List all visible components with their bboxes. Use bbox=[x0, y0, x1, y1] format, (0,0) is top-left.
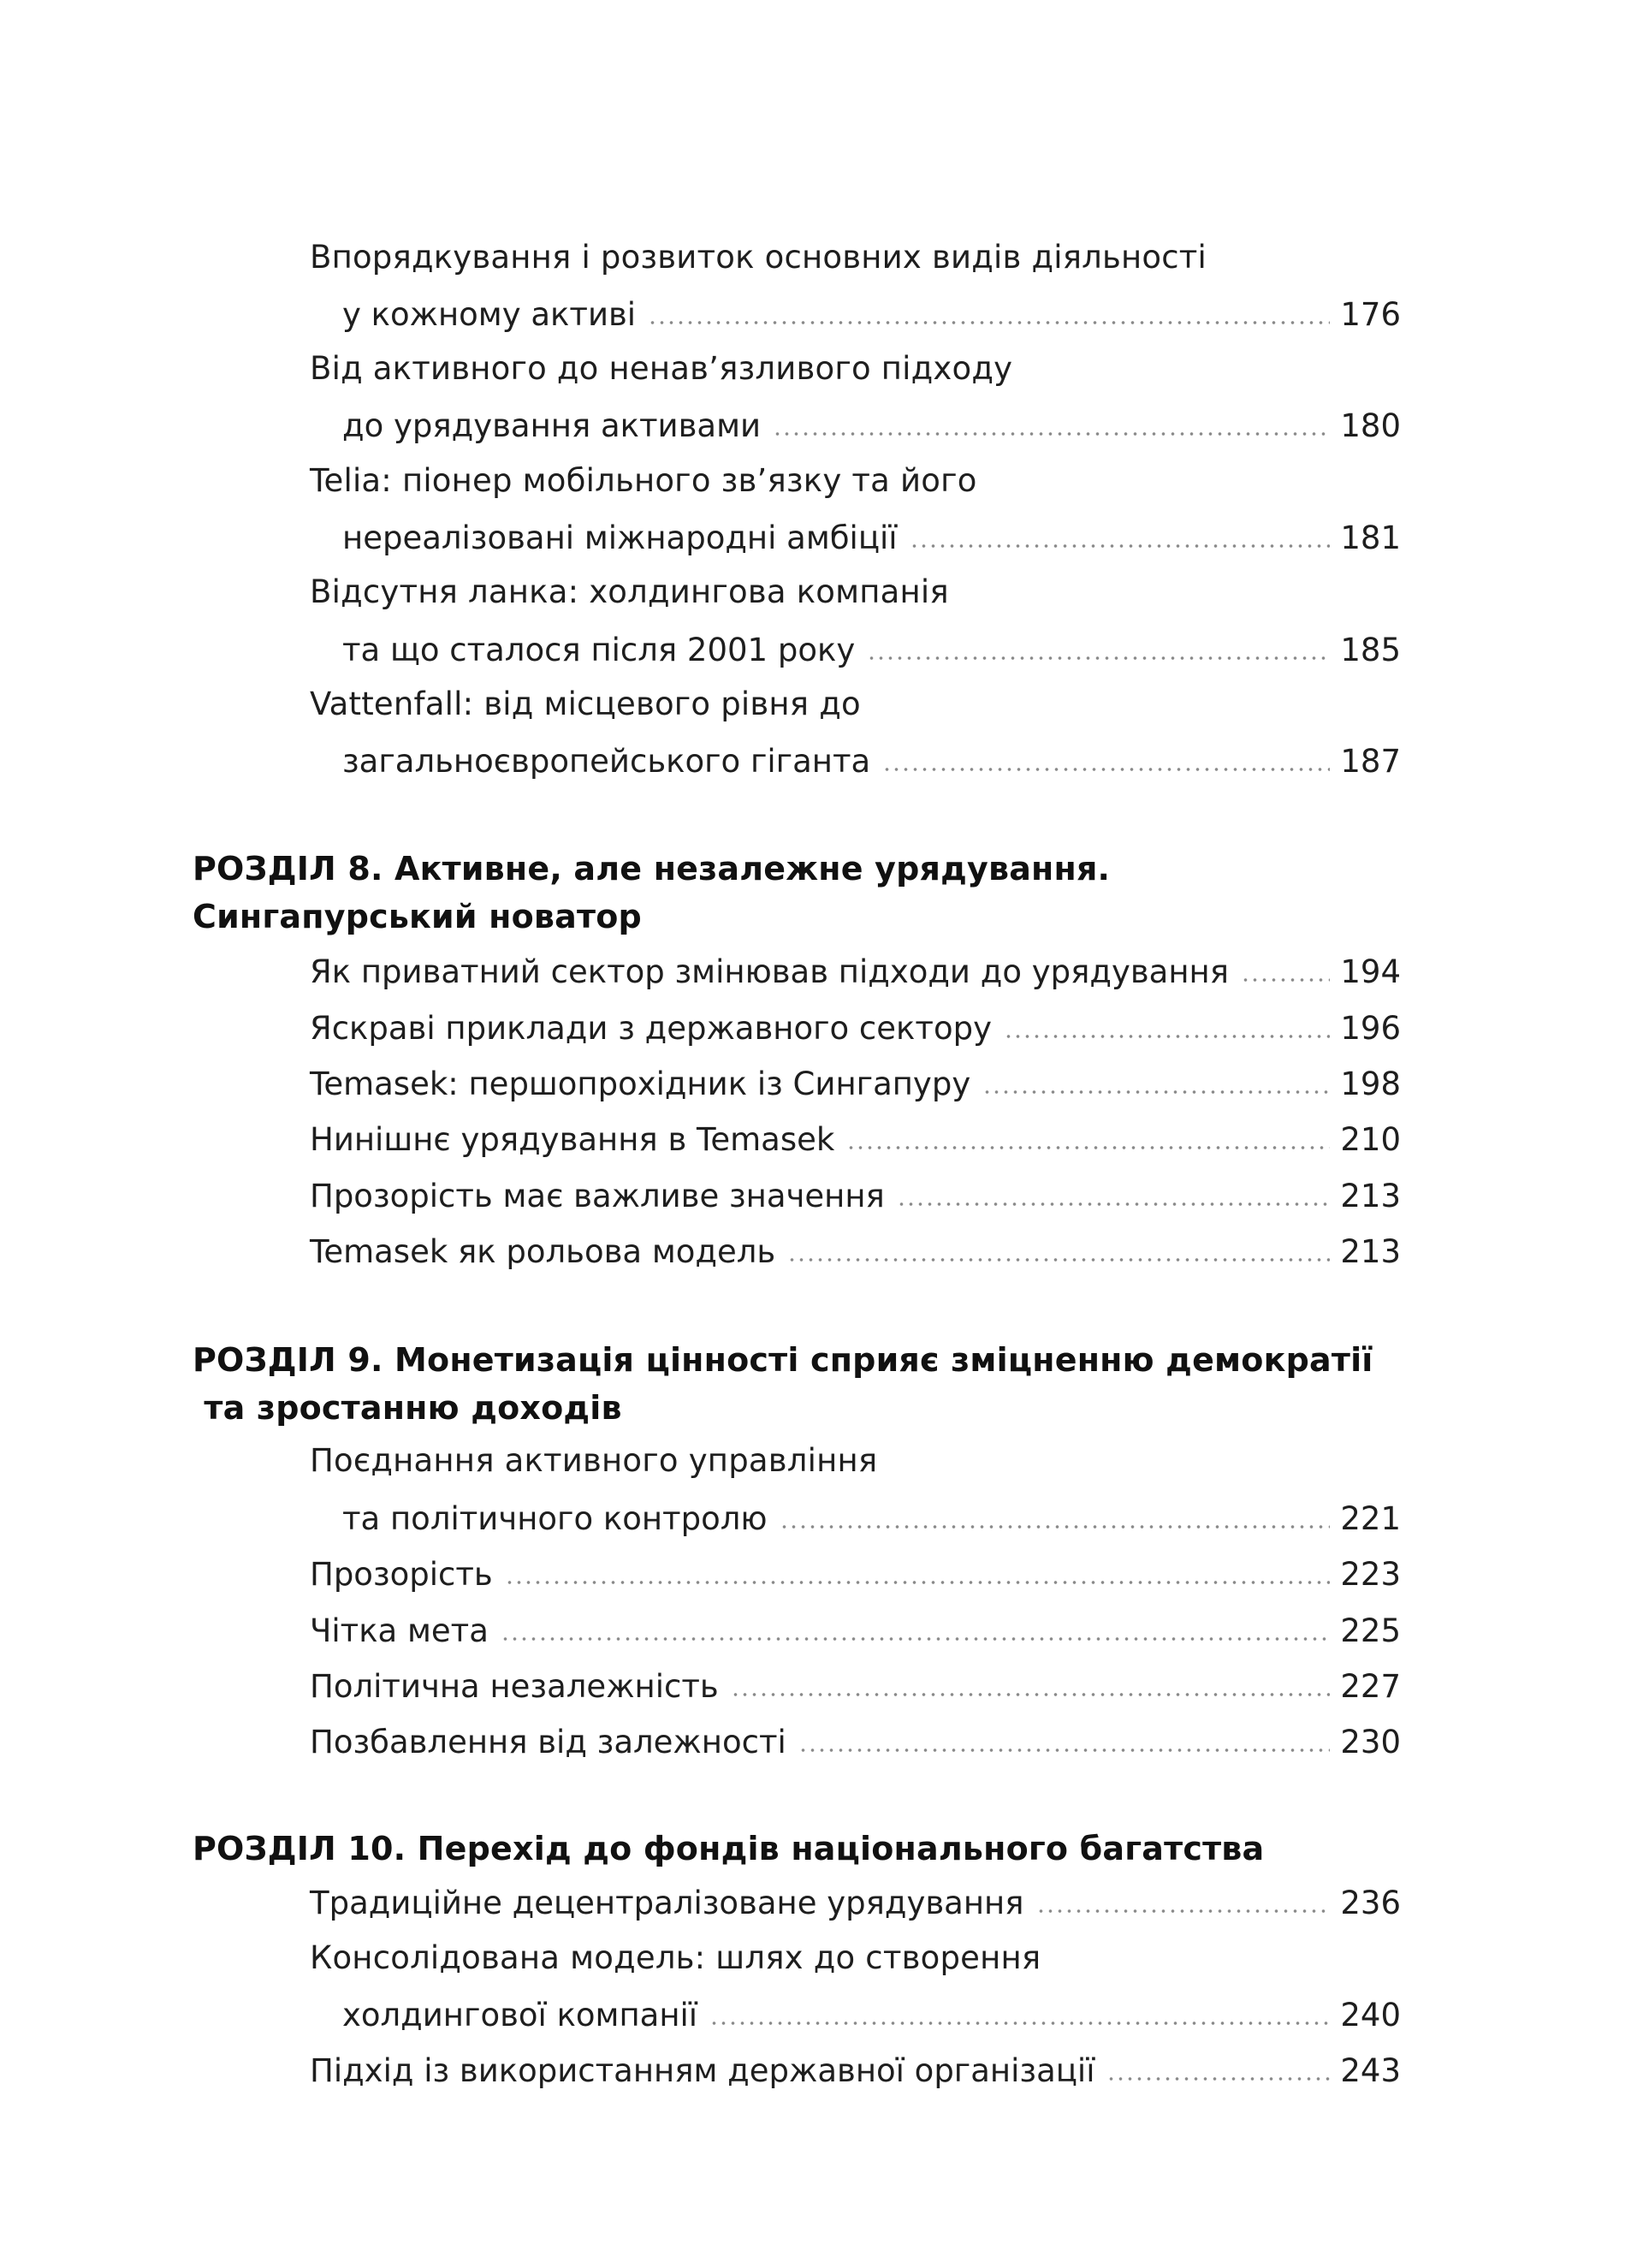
dot-leader bbox=[798, 1748, 1331, 1753]
toc-entry-title: Поєднання активного управління bbox=[310, 1442, 878, 1479]
chapter-heading[interactable]: РОЗДІЛ 9. Монетизація цінності сприяє зміцненню демократії bbox=[193, 1341, 1373, 1379]
page-number: 194 bbox=[1340, 953, 1401, 990]
page-number: 181 bbox=[1340, 520, 1401, 556]
toc-entry-title: Консолідована модель: шлях до створення bbox=[310, 1939, 1041, 1976]
toc-entry[interactable] bbox=[310, 1006, 1401, 1049]
toc-entry[interactable] bbox=[310, 1553, 1401, 1595]
toc-entry[interactable] bbox=[310, 1062, 1401, 1105]
toc-entry-title: Позбавлення від залежності bbox=[310, 1724, 786, 1760]
page-number: 210 bbox=[1340, 1121, 1401, 1158]
chapter-heading[interactable]: та зростанню доходів bbox=[193, 1389, 622, 1427]
dot-leader bbox=[910, 543, 1331, 549]
toc-entry-title: Підхід із використанням державної організації bbox=[310, 2052, 1095, 2089]
dot-leader bbox=[982, 1089, 1330, 1095]
toc-entry-title: холдингової компанії bbox=[342, 1997, 698, 2033]
dot-leader bbox=[501, 1636, 1330, 1642]
dot-leader bbox=[1106, 2076, 1330, 2081]
toc-entry-title: Telia: піонер мобільного зв’язку та його bbox=[310, 462, 977, 499]
page-number: 227 bbox=[1340, 1668, 1401, 1705]
toc-entry-title: Яскраві приклади з державного сектору bbox=[310, 1010, 992, 1047]
toc-entry-title: Відсутня ланка: холдингова компанія bbox=[310, 573, 949, 610]
toc-entry-title: загальноєвропейського гіганта bbox=[342, 743, 871, 780]
toc-entry-title: Temasek: першопрохідник із Сингапуру bbox=[310, 1066, 971, 1102]
toc-entry-title: Прозорість має важливе значення bbox=[310, 1178, 885, 1214]
dot-leader bbox=[1004, 1034, 1330, 1039]
toc-entry[interactable] bbox=[310, 1665, 1401, 1707]
page-number: 236 bbox=[1340, 1885, 1401, 1921]
toc-entry[interactable] bbox=[310, 1720, 1401, 1763]
toc-entry-title: нереалізовані міжнародні амбіції bbox=[342, 520, 898, 556]
toc-entry-title: Temasek як рольова модель bbox=[310, 1233, 776, 1270]
toc-entry[interactable] bbox=[310, 1230, 1401, 1273]
dot-leader bbox=[787, 1257, 1330, 1262]
dot-leader bbox=[505, 1580, 1331, 1585]
toc-entry[interactable] bbox=[342, 404, 1401, 447]
chapter-heading[interactable]: РОЗДІЛ 10. Перехід до фондів національного багатства bbox=[193, 1830, 1265, 1867]
dot-leader bbox=[897, 1202, 1331, 1207]
dot-leader bbox=[867, 656, 1330, 661]
page-number: 213 bbox=[1340, 1233, 1401, 1270]
toc-entry-title: Від активного до ненав’язливого підходу bbox=[310, 350, 1013, 387]
toc-entry[interactable] bbox=[310, 1118, 1401, 1161]
dot-leader bbox=[648, 320, 1330, 325]
page-number: 230 bbox=[1340, 1724, 1401, 1760]
dot-leader bbox=[773, 431, 1330, 436]
toc-entry[interactable] bbox=[342, 1497, 1401, 1540]
page-number: 221 bbox=[1340, 1500, 1401, 1537]
toc-entry-title: та що сталося після 2001 року bbox=[342, 632, 856, 668]
page-number: 225 bbox=[1340, 1612, 1401, 1649]
dot-leader bbox=[882, 767, 1330, 772]
toc-entry-title: Традиційне децентралізоване урядування bbox=[310, 1885, 1024, 1921]
toc-entry-title: Політична незалежність bbox=[310, 1668, 719, 1705]
toc-entry-title: Прозорість bbox=[310, 1556, 493, 1593]
toc-entry[interactable] bbox=[310, 1174, 1401, 1217]
toc-entry[interactable] bbox=[342, 628, 1401, 671]
page-number: 213 bbox=[1340, 1178, 1401, 1214]
page-number: 243 bbox=[1340, 2052, 1401, 2089]
page-number: 176 bbox=[1340, 296, 1401, 333]
dot-leader bbox=[846, 1145, 1330, 1150]
page-number: 187 bbox=[1340, 743, 1401, 780]
page-number: 196 bbox=[1340, 1010, 1401, 1047]
page-number: 240 bbox=[1340, 1997, 1401, 2033]
toc-entry-title: Нинішнє урядування в Temasek bbox=[310, 1121, 835, 1158]
page-number: 198 bbox=[1340, 1066, 1401, 1102]
page-number: 223 bbox=[1340, 1556, 1401, 1593]
toc-entry-title: Як приватний сектор змінював підходи до урядування bbox=[310, 953, 1229, 990]
dot-leader bbox=[731, 1692, 1331, 1697]
toc-entry[interactable] bbox=[342, 516, 1401, 559]
toc-entry-title: Впорядкування і розвиток основних видів діяльності bbox=[310, 239, 1207, 276]
toc-entry[interactable] bbox=[310, 950, 1401, 993]
toc-entry[interactable] bbox=[342, 1993, 1401, 2036]
toc-entry-title: та політичного контролю bbox=[342, 1500, 768, 1537]
toc-entry-title: до урядування активами bbox=[342, 407, 762, 444]
dot-leader bbox=[1036, 1909, 1331, 1914]
toc-entry[interactable] bbox=[310, 2049, 1401, 2092]
toc-entry[interactable] bbox=[342, 739, 1401, 782]
toc-entry-title: Vattenfall: від місцевого рівня до bbox=[310, 686, 861, 722]
page-number: 180 bbox=[1340, 407, 1401, 444]
page-number: 185 bbox=[1340, 632, 1401, 668]
chapter-heading[interactable]: РОЗДІЛ 8. Активне, але незалежне урядування. bbox=[193, 850, 1111, 888]
dot-leader bbox=[780, 1524, 1331, 1529]
toc-entry-title: Чітка мета bbox=[310, 1612, 489, 1649]
dot-leader bbox=[709, 2021, 1330, 2026]
chapter-heading[interactable]: Сингапурський новатор bbox=[193, 898, 642, 935]
toc-entry[interactable] bbox=[342, 293, 1401, 335]
toc-entry[interactable] bbox=[310, 1881, 1401, 1924]
toc-entry[interactable] bbox=[310, 1609, 1401, 1652]
toc-entry-title: у кожному активі bbox=[342, 296, 637, 333]
dot-leader bbox=[1241, 977, 1330, 983]
